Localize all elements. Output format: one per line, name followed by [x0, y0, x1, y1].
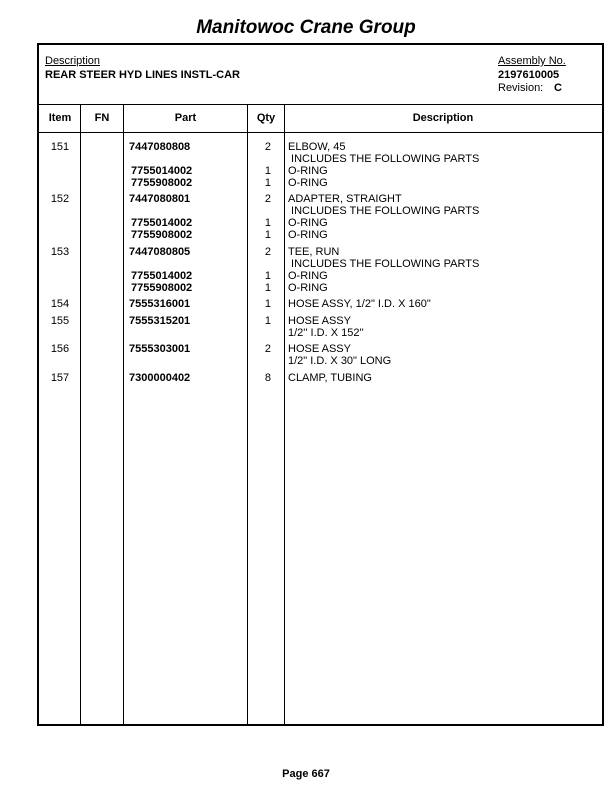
- part-number: 7755908002: [131, 282, 193, 294]
- quantity: 1: [264, 282, 271, 294]
- part-number: 7555315201: [129, 315, 191, 327]
- quantity: 1: [264, 217, 271, 229]
- part-number: 7447080805: [129, 246, 191, 258]
- part-description: HOSE ASSY: [288, 343, 351, 355]
- parts-list-frame: [37, 43, 604, 726]
- revision-value: C: [554, 82, 562, 94]
- part-number: 7755908002: [131, 229, 193, 241]
- assembly-number: 2197610005: [498, 69, 560, 81]
- part-number: 7447080801: [129, 193, 191, 205]
- part-number: 7755014002: [131, 165, 193, 177]
- column-header-fn: FN: [94, 112, 110, 124]
- item-number: 153: [50, 246, 70, 258]
- quantity: 1: [264, 315, 271, 327]
- description-label: Description: [45, 55, 101, 67]
- document-title: Manitowoc Crane Group: [196, 17, 416, 38]
- page-number: Page 667: [282, 768, 330, 780]
- item-number: 152: [50, 193, 70, 205]
- part-description: O-RING: [288, 177, 328, 189]
- quantity: 2: [264, 246, 271, 258]
- column-divider: [284, 104, 285, 724]
- part-number: 7300000402: [129, 372, 191, 384]
- quantity: 1: [264, 229, 271, 241]
- column-header-item: Item: [48, 112, 72, 124]
- part-description: CLAMP, TUBING: [288, 372, 372, 384]
- part-description: ADAPTER, STRAIGHT: [288, 193, 402, 205]
- part-description: INCLUDES THE FOLLOWING PARTS: [288, 153, 480, 165]
- part-description: O-RING: [288, 270, 328, 282]
- quantity: 1: [264, 298, 271, 310]
- part-description: TEE, RUN: [288, 246, 340, 258]
- quantity: 2: [264, 141, 271, 153]
- column-header-part: Part: [174, 112, 197, 124]
- assembly-number-label: Assembly No.: [498, 55, 566, 67]
- part-description: ELBOW, 45: [288, 141, 346, 153]
- part-number: 7555316001: [129, 298, 191, 310]
- part-number: 7447080808: [129, 141, 191, 153]
- part-description: O-RING: [288, 217, 328, 229]
- part-description: 1/2" I.D. X 30" LONG: [288, 355, 392, 367]
- part-description: O-RING: [288, 165, 328, 177]
- quantity: 1: [264, 165, 271, 177]
- part-description: HOSE ASSY: [288, 315, 351, 327]
- part-number: 7555303001: [129, 343, 191, 355]
- part-description: HOSE ASSY, 1/2" I.D. X 160": [288, 298, 431, 310]
- assembly-header: [39, 45, 602, 105]
- column-divider: [123, 104, 124, 724]
- column-header-description: Description: [412, 112, 474, 124]
- column-divider: [247, 104, 248, 724]
- quantity: 2: [264, 193, 271, 205]
- part-description: 1/2'' I.D. X 152'': [288, 327, 364, 339]
- part-number: 7755908002: [131, 177, 193, 189]
- quantity: 8: [264, 372, 271, 384]
- item-number: 154: [50, 298, 70, 310]
- part-description: INCLUDES THE FOLLOWING PARTS: [288, 205, 480, 217]
- quantity: 1: [264, 270, 271, 282]
- item-number: 156: [50, 343, 70, 355]
- part-description: INCLUDES THE FOLLOWING PARTS: [288, 258, 480, 270]
- item-number: 155: [50, 315, 70, 327]
- assembly-description: REAR STEER HYD LINES INSTL-CAR: [45, 69, 240, 81]
- item-number: 157: [50, 372, 70, 384]
- column-header-qty: Qty: [256, 112, 276, 124]
- part-description: O-RING: [288, 229, 328, 241]
- revision-label: Revision:: [498, 82, 544, 94]
- part-description: O-RING: [288, 282, 328, 294]
- quantity: 1: [264, 177, 271, 189]
- part-number: 7755014002: [131, 270, 193, 282]
- quantity: 2: [264, 343, 271, 355]
- part-number: 7755014002: [131, 217, 193, 229]
- item-number: 151: [50, 141, 70, 153]
